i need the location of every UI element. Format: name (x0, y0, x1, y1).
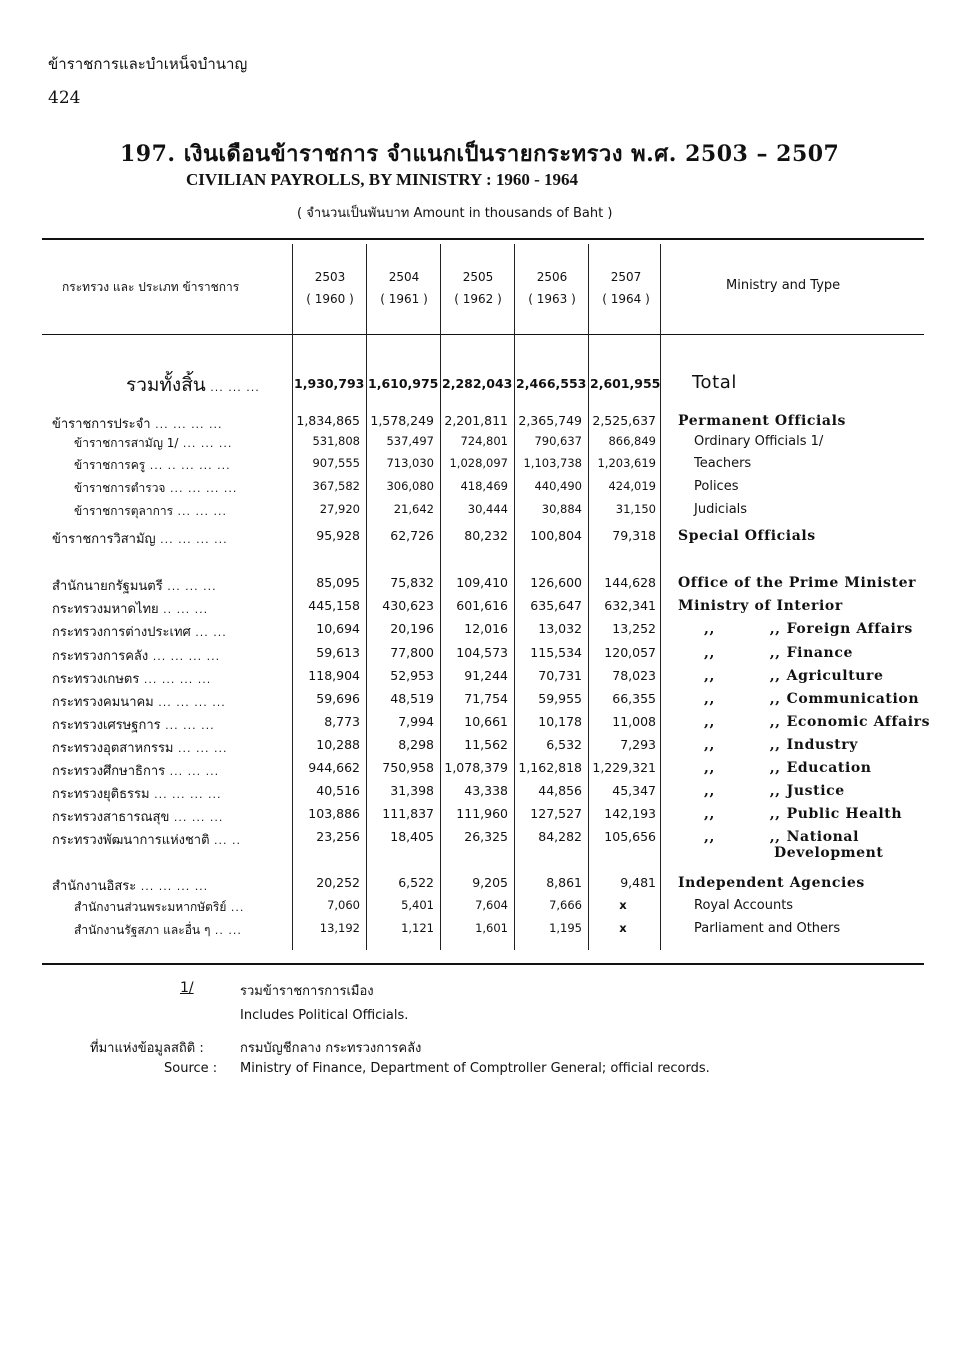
row-label-english (694, 456, 751, 471)
cell-value: 418,469 (460, 479, 508, 493)
source-thai: กรมบัญชีกลาง กระทรวงการคลัง (240, 1041, 422, 1056)
row-name-thai: สำนักงานส่วนพระมหากษัตริย์ (74, 900, 227, 914)
cell-value: 306,080 (386, 479, 434, 493)
row-label-thai (74, 434, 290, 453)
row-name-thai: ข้าราชการสามัญ 1/ (74, 436, 179, 450)
row-name-thai: กระทรวงยุติธรรม (52, 787, 150, 802)
column-year-ce: ( 1961 ) (380, 292, 428, 306)
cell-value: 62,726 (390, 528, 434, 543)
leader-dots: ... ... ... (178, 437, 233, 450)
table-row (0, 921, 966, 944)
row-label-thai (52, 737, 292, 758)
cell-value: 43,338 (464, 783, 508, 798)
row-name-english: Economic Affairs (786, 714, 931, 730)
cell-value: 104,573 (456, 645, 508, 660)
cell-value: 2,282,043 (442, 376, 513, 391)
leader-dots: ... ... ... ... (150, 418, 223, 431)
row-label-thai (74, 456, 290, 475)
source-label-english: Source : (164, 1061, 218, 1076)
cell-value: 430,623 (382, 598, 434, 613)
footnote-thai: รวมข้าราชการการเมือง (240, 984, 374, 999)
running-title: ข้าราชการและบำเหน็จบำนาญ (48, 55, 248, 73)
row-label-english (694, 898, 793, 913)
leader-dots: ... ... (190, 626, 227, 639)
source-english: Ministry of Finance, Department of Comptroller General; official records. (240, 1061, 710, 1076)
cell-value: 531,808 (312, 434, 360, 448)
table-row (0, 760, 966, 783)
row-name-english: Independent Agencies (678, 875, 865, 891)
row-label-english (678, 875, 865, 891)
cell-value: 105,656 (604, 829, 656, 844)
row-label-english (694, 921, 840, 936)
table-title-english: CIVILIAN PAYROLLS, BY MINISTRY : 1960 - 1964 (186, 170, 579, 189)
leader-dots: ... ... ... ... (149, 788, 222, 801)
cell-value: 440,490 (534, 479, 582, 493)
cell-value: 27,920 (319, 502, 360, 516)
row-name-thai: กระทรวงพัฒนาการแห่งชาติ (52, 833, 210, 848)
ditto-marks: ,, ,, (704, 621, 781, 637)
row-name-english: Public Health (786, 806, 903, 822)
row-name-thai: สำนักงานอิสระ (52, 879, 137, 894)
row-label-thai (52, 621, 292, 642)
row-label-english (694, 434, 823, 449)
cell-value: 21,642 (393, 502, 434, 516)
footnote-marker: 1/ (180, 980, 194, 996)
column-header-2503 (294, 266, 366, 310)
row-label-english (678, 575, 916, 591)
cell-value: 1,121 (401, 921, 434, 935)
row-name-english: Royal Accounts (694, 898, 794, 913)
cell-value: 100,804 (530, 528, 582, 543)
row-label-english (694, 479, 738, 494)
leader-dots: ... (226, 901, 245, 914)
row-name-english: Ministry of Interior (678, 598, 843, 614)
cell-value: 6,522 (398, 875, 434, 890)
cell-value: 44,856 (538, 783, 582, 798)
table-title-thai: 197. เงินเดือนข้าราชการ จำแนกเป็นรายกระทรวง พ.ศ. 2503 – 2507 (120, 141, 840, 167)
leader-dots: ... ... ... (162, 580, 217, 593)
cell-value: 95,928 (316, 528, 360, 543)
leader-dots: ... ... ... (205, 381, 260, 394)
ditto-marks: ,, ,, (704, 829, 781, 845)
cell-value: 8,773 (324, 714, 360, 729)
header-ministry-type-thai: กระทรวง และ ประเภท ข้าราชการ (62, 280, 240, 294)
cell-value: 91,244 (464, 668, 508, 683)
cell-value: 5,401 (401, 898, 434, 912)
cell-value: 70,731 (538, 668, 582, 683)
cell-value: 120,057 (604, 645, 656, 660)
table-top-rule (42, 238, 924, 240)
cell-value: 1,078,379 (444, 760, 508, 775)
cell-value: 1,028,097 (449, 456, 508, 470)
row-label-english (678, 783, 845, 799)
cell-value: 8,861 (546, 875, 582, 890)
cell-value: 20,196 (390, 621, 434, 636)
units-note: ( จำนวนเป็นพันบาท Amount in thousands of Baht ) (297, 206, 613, 221)
row-label-english (678, 621, 913, 637)
cell-value: 2,201,811 (444, 413, 508, 428)
cell-value: 84,282 (538, 829, 582, 844)
cell-value: 78,023 (612, 668, 656, 683)
row-name-english: Finance (786, 645, 853, 661)
cell-value: 944,662 (308, 760, 360, 775)
cell-value: 115,534 (530, 645, 582, 660)
cell-value: 45,347 (612, 783, 656, 798)
column-header-2504 (368, 266, 440, 310)
row-label-english (678, 528, 816, 544)
cell-value: 30,884 (541, 502, 582, 516)
row-label-thai (52, 575, 292, 596)
cell-value: 7,604 (475, 898, 508, 912)
leader-dots: ... ... ... ... (148, 650, 221, 663)
ditto-marks: ,, ,, (704, 714, 781, 730)
cell-value: 10,661 (464, 714, 508, 729)
cell-value: 142,193 (604, 806, 656, 821)
cell-value: 866,849 (608, 434, 656, 448)
row-label-thai (52, 760, 292, 781)
row-name-english: Permanent Officials (678, 413, 846, 429)
cell-value: 2,466,553 (516, 376, 587, 391)
cell-value: 367,582 (312, 479, 360, 493)
cell-value: 1,162,818 (518, 760, 582, 775)
cell-value: 7,060 (327, 898, 360, 912)
row-label-english (678, 829, 884, 861)
cell-value: 537,497 (386, 434, 434, 448)
row-name-english: Education (786, 760, 872, 776)
cell-value: 635,647 (530, 598, 582, 613)
cell-value: 2,365,749 (518, 413, 582, 428)
cell-value: 1,834,865 (296, 413, 360, 428)
leader-dots: ... ... ... ... (139, 673, 212, 686)
row-name-english-cont: Development (774, 845, 884, 861)
column-year-ce: ( 1964 ) (602, 292, 650, 306)
row-name-english: Justice (786, 783, 845, 799)
leader-dots: ... ... ... (169, 811, 224, 824)
cell-value: 13,252 (612, 621, 656, 636)
table-row (0, 737, 966, 760)
column-year-be: 2506 (536, 270, 568, 284)
table-row (0, 621, 966, 644)
ditto-marks: ,, ,, (704, 783, 781, 799)
row-name-english: Ordinary Officials 1/ (694, 434, 824, 449)
row-name-english: Office of the Prime Minister (678, 575, 917, 591)
table-row (0, 691, 966, 714)
cell-value: 59,613 (316, 645, 360, 660)
cell-value: 11,008 (612, 714, 656, 729)
column-year-be: 2505 (462, 270, 494, 284)
cell-value: 52,953 (390, 668, 434, 683)
column-year-be: 2504 (388, 270, 420, 284)
row-name-thai: ข้าราชการวิสามัญ (52, 532, 156, 547)
table-row (0, 372, 966, 399)
row-name-english: Total (692, 372, 738, 393)
cell-value: 1,203,619 (597, 456, 656, 470)
column-year-ce: ( 1963 ) (528, 292, 576, 306)
column-header-2505 (442, 266, 514, 310)
row-name-thai: รวมทั้งสิ้น (126, 374, 206, 396)
cell-value: 6,532 (546, 737, 582, 752)
cell-value: 632,341 (604, 598, 656, 613)
cell-value: 1,930,793 (294, 376, 365, 391)
cell-value: 59,696 (316, 691, 360, 706)
ditto-marks: ,, ,, (704, 691, 781, 707)
column-year-be: 2503 (314, 270, 346, 284)
cell-value: 127,527 (530, 806, 582, 821)
cell-value: 85,095 (316, 575, 360, 590)
cell-value: 10,178 (538, 714, 582, 729)
row-label-thai (74, 921, 290, 940)
row-name-english: Teachers (694, 456, 752, 471)
row-label-thai (74, 898, 290, 917)
cell-value: 445,158 (308, 598, 360, 613)
row-label-thai (74, 479, 290, 498)
cell-value: 1,610,975 (368, 376, 439, 391)
cell-value: 790,637 (534, 434, 582, 448)
header-bottom-rule (42, 334, 924, 335)
cell-value: 26,325 (464, 829, 508, 844)
row-label-thai (74, 502, 290, 521)
cell-value: 59,955 (538, 691, 582, 706)
cell-value: 71,754 (464, 691, 508, 706)
header-ministry-type-english: Ministry and Type (726, 278, 841, 293)
cell-value: 77,800 (390, 645, 434, 660)
row-name-thai: กระทรวงเศรษฐการ (52, 718, 161, 733)
cell-value: 724,801 (460, 434, 508, 448)
cell-value: 9,481 (620, 875, 656, 890)
leader-dots: ... ... ... (173, 505, 228, 518)
cell-value: 75,832 (390, 575, 434, 590)
leader-dots: ... ... ... (160, 719, 215, 732)
row-label-thai (52, 691, 292, 712)
row-name-thai: กระทรวงเกษตร (52, 672, 140, 687)
ditto-marks: ,, ,, (704, 668, 781, 684)
cell-value: x (619, 921, 627, 935)
cell-value: 13,192 (319, 921, 360, 935)
leader-dots: .. ... (210, 924, 242, 937)
row-label-thai (52, 875, 292, 896)
row-label-english (678, 760, 872, 776)
cell-value: 2,601,955 (590, 376, 661, 391)
row-name-english: Industry (786, 737, 858, 753)
column-header-2506 (516, 266, 588, 310)
cell-value: 7,666 (549, 898, 582, 912)
row-name-thai: ข้าราชการประจำ (52, 417, 151, 432)
row-label-english (694, 502, 747, 517)
cell-value: 31,398 (390, 783, 434, 798)
row-name-thai: กระทรวงคมนาคม (52, 695, 154, 710)
row-name-thai: กระทรวงการต่างประเทศ (52, 625, 191, 640)
footnote-english: Includes Political Officials. (240, 1008, 409, 1023)
row-name-thai: สำนักงานรัฐสภา และอื่น ๆ (74, 923, 211, 937)
leader-dots: ... .. ... ... ... (145, 459, 231, 472)
row-name-thai: กระทรวงมหาดไทย (52, 602, 159, 617)
row-label-thai (52, 783, 292, 804)
ditto-marks: ,, ,, (704, 737, 781, 753)
row-name-english: Parliament and Others (694, 921, 841, 936)
row-name-thai: กระทรวงศึกษาธิการ (52, 764, 166, 779)
row-name-english: Agriculture (786, 668, 884, 684)
cell-value: 11,562 (464, 737, 508, 752)
row-label-english (678, 645, 853, 661)
row-label-english (678, 413, 846, 429)
cell-value: 1,195 (549, 921, 582, 935)
leader-dots: ... ... ... ... (153, 696, 226, 709)
row-label-thai (52, 598, 292, 619)
table-row (0, 456, 966, 479)
row-label-english (678, 806, 902, 822)
cell-value: 7,994 (398, 714, 434, 729)
cell-value: x (619, 898, 627, 912)
row-name-thai: กระทรวงการคลัง (52, 649, 149, 664)
table-row (0, 645, 966, 668)
cell-value: 7,293 (620, 737, 656, 752)
table-row (0, 502, 966, 525)
row-label-english (678, 714, 930, 730)
cell-value: 31,150 (615, 502, 656, 516)
row-label-thai (52, 528, 292, 549)
row-label-thai (52, 829, 292, 850)
leader-dots: ... ... ... (165, 765, 220, 778)
row-name-thai: สำนักนายกรัฐมนตรี (52, 579, 163, 594)
ditto-marks: ,, ,, (704, 760, 781, 776)
column-year-ce: ( 1962 ) (454, 292, 502, 306)
cell-value: 2,525,637 (592, 413, 656, 428)
cell-value: 18,405 (390, 829, 434, 844)
row-label-english (678, 691, 919, 707)
cell-value: 48,519 (390, 691, 434, 706)
row-name-thai: ข้าราชการครู (74, 458, 146, 472)
table-row (0, 598, 966, 621)
row-label-thai (52, 714, 292, 735)
cell-value: 10,694 (316, 621, 360, 636)
table-row (0, 783, 966, 806)
cell-value: 23,256 (316, 829, 360, 844)
cell-value: 66,355 (612, 691, 656, 706)
cell-value: 126,600 (530, 575, 582, 590)
table-bottom-rule (42, 963, 924, 965)
row-label-thai (52, 645, 292, 666)
leader-dots: ... ... ... ... (155, 533, 228, 546)
row-name-english: Judicials (694, 502, 748, 517)
column-year-ce: ( 1960 ) (306, 292, 354, 306)
cell-value: 30,444 (467, 502, 508, 516)
cell-value: 12,016 (464, 621, 508, 636)
cell-value: 750,958 (382, 760, 434, 775)
table-row (0, 413, 966, 436)
cell-value: 1,103,738 (523, 456, 582, 470)
table-row (0, 668, 966, 691)
cell-value: 10,288 (316, 737, 360, 752)
table-row (0, 806, 966, 829)
row-name-english: National (786, 829, 860, 845)
table-row (0, 528, 966, 551)
row-name-english: Foreign Affairs (786, 621, 913, 637)
cell-value: 601,616 (456, 598, 508, 613)
leader-dots: ... ... ... (173, 742, 228, 755)
table-row (0, 575, 966, 598)
ditto-marks: ,, ,, (704, 806, 781, 822)
cell-value: 144,628 (604, 575, 656, 590)
leader-dots: ... .. (209, 834, 242, 847)
table-row (0, 898, 966, 921)
column-header-2507 (590, 266, 662, 310)
cell-value: 713,030 (386, 456, 434, 470)
cell-value: 13,032 (538, 621, 582, 636)
column-year-be: 2507 (610, 270, 642, 284)
cell-value: 424,019 (608, 479, 656, 493)
row-name-thai: ข้าราชการตำรวจ (74, 481, 166, 495)
row-name-thai: ข้าราชการตุลาการ (74, 504, 174, 518)
row-name-thai: กระทรวงสาธารณสุข (52, 810, 170, 825)
ditto-marks: ,, ,, (704, 645, 781, 661)
page-number: 424 (48, 88, 81, 108)
row-name-english: Polices (694, 479, 739, 494)
cell-value: 80,232 (464, 528, 508, 543)
table-row (0, 479, 966, 502)
cell-value: 103,886 (308, 806, 360, 821)
leader-dots: ... ... ... ... (136, 880, 209, 893)
cell-value: 9,205 (472, 875, 508, 890)
cell-value: 1,601 (475, 921, 508, 935)
row-label-thai (52, 413, 292, 434)
source-label-thai: ที่มาแห่งข้อมูลสถิติ : (90, 1041, 204, 1056)
row-name-thai: กระทรวงอุตสาหกรรม (52, 741, 174, 756)
table-row (0, 829, 966, 861)
cell-value: 1,229,321 (592, 760, 656, 775)
row-label-thai (52, 668, 292, 689)
table-row (0, 875, 966, 898)
cell-value: 111,837 (382, 806, 434, 821)
cell-value: 79,318 (612, 528, 656, 543)
row-label-english (678, 668, 884, 684)
leader-dots: ... ... ... ... (165, 482, 238, 495)
cell-value: 111,960 (456, 806, 508, 821)
cell-value: 20,252 (316, 875, 360, 890)
leader-dots: .. ... ... (158, 603, 209, 616)
row-label-thai (52, 806, 292, 827)
cell-value: 40,516 (316, 783, 360, 798)
row-label-english (678, 598, 843, 614)
cell-value: 8,298 (398, 737, 434, 752)
cell-value: 109,410 (456, 575, 508, 590)
cell-value: 907,555 (312, 456, 360, 470)
row-label-english (678, 737, 858, 753)
table-row (0, 714, 966, 737)
row-name-english: Special Officials (678, 528, 816, 544)
cell-value: 1,578,249 (370, 413, 434, 428)
cell-value: 118,904 (308, 668, 360, 683)
table-row (0, 434, 966, 457)
row-name-english: Communication (786, 691, 920, 707)
row-label-english (692, 372, 737, 393)
